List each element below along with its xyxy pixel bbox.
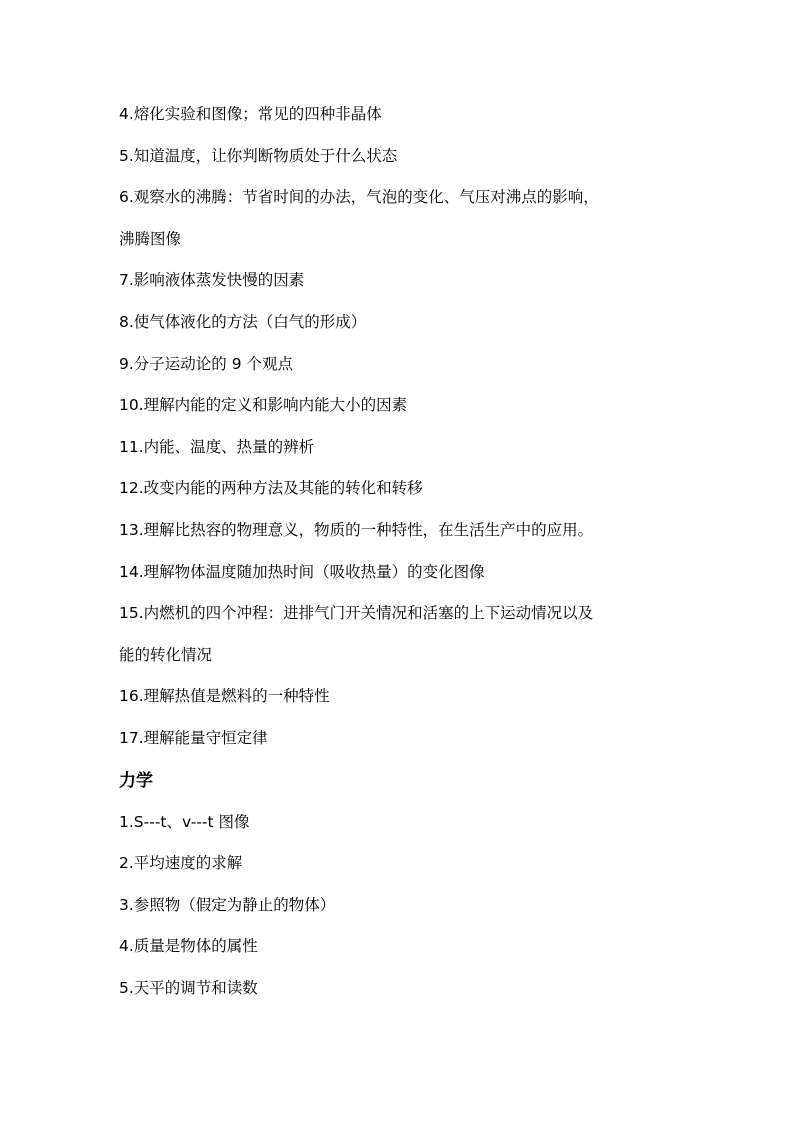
list-item: 12.改变内能的两种方法及其能的转化和转移 [119, 479, 423, 498]
list-item: 8.使气体液化的方法（白气的形成） [119, 312, 367, 331]
list-item: 13.理解比热容的物理意义，物质的一种特性，在生活生产中的应用。 [119, 520, 594, 539]
list-item: 4.熔化实验和图像；常见的四种非晶体 [119, 105, 382, 123]
list-item: 7.影响液体蒸发快慢的因素 [119, 271, 305, 290]
list-item: 14.理解物体温度随加热时间（吸收热量）的变化图像 [119, 562, 485, 581]
list-item: 16.理解热值是燃料的一种特性 [119, 687, 330, 706]
list-item: 3.参照物（假定为静止的物体） [119, 895, 336, 914]
section-heading-mechanics: 力学 [119, 770, 153, 791]
list-item: 4.质量是物体的属性 [119, 937, 258, 956]
list-item: 15.内燃机的四个冲程：进排气门开关情况和活塞的上下运动情况以及 [119, 604, 594, 623]
document-content [119, 104, 719, 1019]
list-item-continuation: 能的转化情况 [119, 645, 213, 664]
list-item: 10.理解内能的定义和影响内能大小的因素 [119, 396, 408, 415]
list-item: 5.知道温度，让你判断物质处于什么状态 [119, 146, 398, 165]
list-item: 1.S---t、v---t 图像 [119, 812, 250, 831]
list-item: 5.天平的调节和读数 [119, 978, 258, 997]
list-item-continuation: 沸腾图像 [119, 229, 182, 248]
list-item: 17.理解能量守恒定律 [119, 728, 268, 747]
list-item: 6.观察水的沸腾：节省时间的办法，气泡的变化、气压对沸点的影响， [119, 188, 599, 207]
list-item: 9.分子运动论的 9 个观点 [119, 354, 294, 373]
list-item: 11.内能、温度、热量的辨析 [119, 437, 315, 456]
list-item: 2.平均速度的求解 [119, 854, 243, 873]
